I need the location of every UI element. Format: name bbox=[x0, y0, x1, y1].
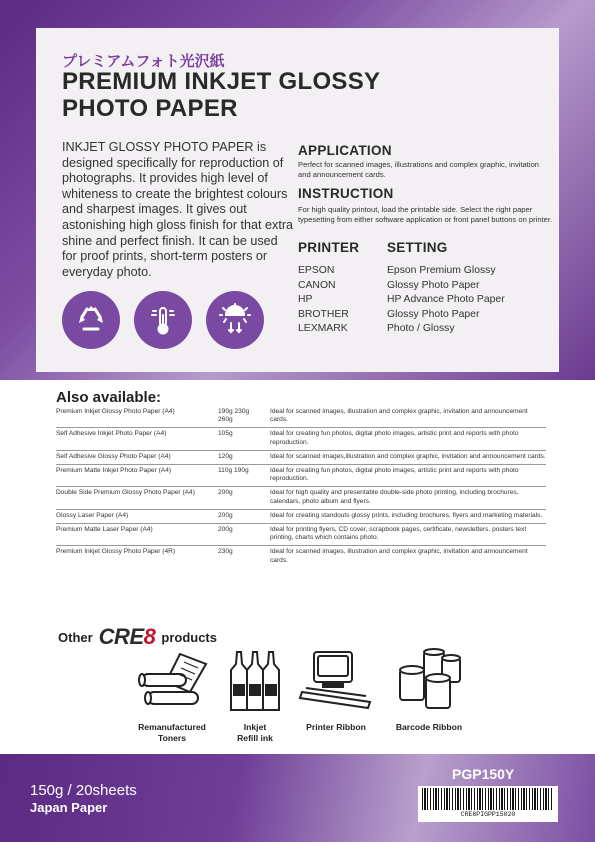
light-icon bbox=[206, 291, 264, 349]
product-weight: 200g bbox=[218, 489, 233, 497]
also-available-heading: Also available: bbox=[56, 389, 162, 406]
setting-column-header: SETTING bbox=[387, 240, 448, 255]
printer-row bbox=[298, 264, 558, 279]
product-name: Double Side Premium Glossy Photo Paper (A4) bbox=[56, 489, 195, 497]
product-name: Self Adhesive Glossy Photo Paper (A4) bbox=[56, 452, 171, 460]
barcode bbox=[418, 786, 558, 822]
product-weight: 200g bbox=[218, 511, 233, 519]
printer-row bbox=[298, 279, 558, 294]
table-row bbox=[56, 524, 546, 546]
label-line: Remanufactured bbox=[138, 722, 206, 732]
title-line-1: PREMIUM INKJET GLOSSY bbox=[62, 68, 381, 95]
product-desc: Ideal for creating fun photos, digital photo images, artistic print and reports with photo reproduction. bbox=[270, 467, 519, 483]
product-title bbox=[62, 68, 380, 122]
instruction-heading: INSTRUCTION bbox=[298, 186, 394, 201]
printer-settings-table bbox=[298, 264, 558, 337]
product-weight: 105g bbox=[218, 430, 233, 438]
printer-name: EPSON bbox=[298, 265, 335, 276]
product-remanufactured-toners bbox=[128, 648, 216, 743]
product-desc: Ideal for creating standouts glossy prints, including brochures, flyers and marketing materials. bbox=[270, 511, 543, 519]
product-desc: Ideal for scanned images, illustration and complex graphic, invitation and announcement cards. bbox=[270, 408, 528, 424]
cre8-logo bbox=[99, 624, 156, 650]
product-label bbox=[306, 722, 366, 733]
product-weight: 200g bbox=[218, 526, 233, 534]
product-name: Premium Inkjet Glossy Photo Paper (4R) bbox=[56, 548, 176, 556]
product-name: Premium Matte Laser Paper (A4) bbox=[56, 526, 153, 534]
product-weight: 230g bbox=[218, 548, 233, 556]
printer-name: BROTHER bbox=[298, 308, 349, 320]
recycle-icon bbox=[62, 291, 120, 349]
product-name: Glossy Laser Paper (A4) bbox=[56, 511, 129, 519]
ink-bottles-icon bbox=[227, 648, 283, 716]
product-label bbox=[138, 722, 206, 743]
product-barcode-ribbon bbox=[384, 648, 474, 733]
barcode-number: CRE8PIGPP15020 bbox=[460, 811, 516, 818]
table-row bbox=[56, 465, 546, 487]
printer-setting: Epson Premium Glossy bbox=[387, 265, 496, 276]
printer-name: CANON bbox=[298, 279, 336, 291]
label-line: Printer Ribbon bbox=[306, 722, 366, 732]
barcode-ribbon-icon bbox=[394, 648, 464, 716]
also-available-table bbox=[56, 406, 546, 568]
other-suffix: products bbox=[161, 629, 217, 645]
product-name: Premium Inkjet Glossy Photo Paper (A4) bbox=[56, 408, 175, 415]
application-heading: APPLICATION bbox=[298, 143, 392, 158]
other-prefix: Other bbox=[58, 629, 93, 645]
table-row bbox=[56, 510, 546, 524]
printer-row bbox=[298, 308, 558, 323]
label-line: Toners bbox=[157, 732, 186, 743]
instruction-text: For high quality printout, load the printable side. Select the right paper typesetting from either software application or front panel buttons on printer. bbox=[298, 205, 553, 224]
printer-setting: HP Advance Photo Paper bbox=[387, 294, 505, 306]
logo-main: CRE bbox=[98, 624, 144, 649]
product-weight: 110g 190g bbox=[218, 467, 249, 475]
printer-row bbox=[298, 293, 558, 308]
printer-setting: Glossy Photo Paper bbox=[387, 308, 480, 320]
logo-accent: 8 bbox=[143, 624, 156, 649]
product-inkjet-refill-ink bbox=[226, 648, 284, 743]
product-label bbox=[396, 722, 462, 733]
ribbon-icon bbox=[296, 648, 376, 716]
application-text: Perfect for scanned images, illustrations and complex graphic, invitation and announcement cards. bbox=[298, 160, 540, 179]
title-line-2: PHOTO PAPER bbox=[62, 95, 238, 122]
table-row bbox=[56, 487, 546, 509]
table-row bbox=[56, 428, 546, 450]
product-name: Self Adhesive Inkjet Photo Paper (A4) bbox=[56, 430, 167, 438]
printer-row bbox=[298, 322, 558, 337]
weight-sheets: 150g / 20sheets bbox=[30, 782, 137, 799]
product-desc: Ideal for creating fun photos, digital photo images, artistic print and reports with photo reproduction. bbox=[270, 430, 519, 446]
label-line: Barcode Ribbon bbox=[395, 722, 463, 732]
printer-column-header: PRINTER bbox=[298, 240, 360, 255]
product-desc: Ideal for scanned images, illustration and complex graphic, invitation and announcement cards. bbox=[270, 548, 528, 564]
paper-origin: Japan Paper bbox=[30, 800, 108, 815]
other-products-heading bbox=[58, 624, 217, 650]
printer-name: HP bbox=[298, 294, 313, 306]
product-label bbox=[237, 722, 273, 743]
label-line: Inkjet bbox=[243, 722, 267, 732]
table-row bbox=[56, 546, 546, 567]
product-printer-ribbon bbox=[296, 648, 376, 733]
printer-setting: Photo / Glossy bbox=[387, 323, 455, 335]
label-line: Refill ink bbox=[237, 732, 273, 743]
product-desc: Ideal for high quality and presentable double-side photo printing, including brochures, calendars, photo album and flyers. bbox=[270, 489, 519, 505]
product-name: Premium Matte Inkjet Photo Paper (A4) bbox=[56, 467, 172, 475]
table-row bbox=[56, 451, 546, 465]
barcode-bars bbox=[422, 788, 554, 810]
thermometer-icon bbox=[134, 291, 192, 349]
printer-name: LEXMARK bbox=[298, 323, 348, 335]
table-row bbox=[56, 406, 546, 428]
japanese-title: プレミアムフォト光沢紙 bbox=[62, 52, 225, 70]
printer-setting: Glossy Photo Paper bbox=[387, 279, 480, 291]
product-desc: Ideal for scanned images,illustration and complex graphic, invitation and announcement cards. bbox=[270, 452, 546, 460]
feature-icons bbox=[62, 291, 264, 349]
product-weight: 190g 230g 260g bbox=[218, 408, 250, 424]
product-weight: 120g bbox=[218, 452, 233, 460]
product-description: INKJET GLOSSY PHOTO PAPER is designed specifically for reproduction of photographs. It provides high level of whiteness to create the brightest colours and sharpest images. It gives out astonishing high gloss finish for that extra shine and perfect finish. It can be used for proof prints, short-term posters or everyday photo. bbox=[62, 140, 294, 279]
product-desc: Ideal for printing flyers, CD cover, scrapbook pages, certificate, newsletters, posters text printing, charts which contains photo. bbox=[270, 526, 527, 542]
toner-icon bbox=[132, 648, 212, 716]
product-code: PGP150Y bbox=[452, 766, 515, 782]
